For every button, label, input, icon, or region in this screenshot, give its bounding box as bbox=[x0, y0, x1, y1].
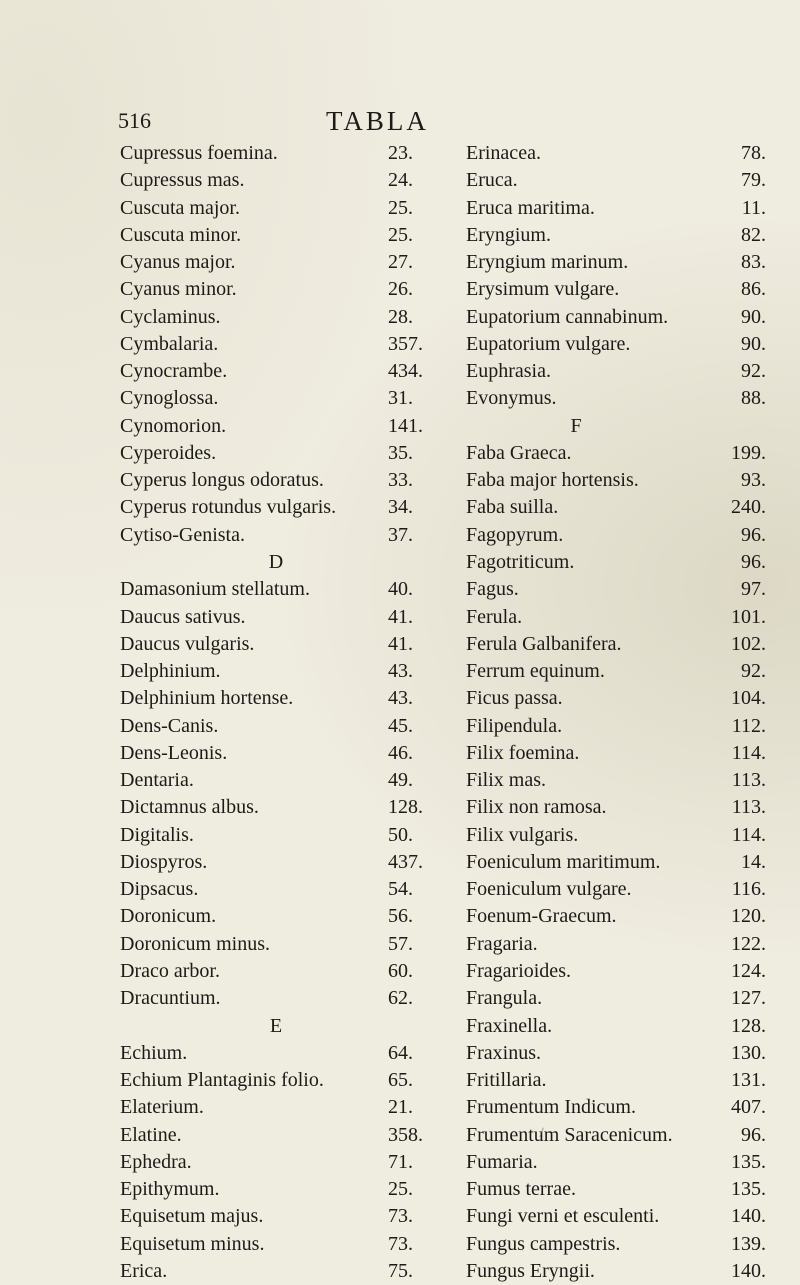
section-letter bbox=[466, 413, 766, 440]
index-entry bbox=[466, 1176, 766, 1203]
entry-page-number: 96. bbox=[741, 523, 766, 546]
entry-page-number: 41. bbox=[388, 632, 413, 655]
index-entry bbox=[466, 876, 766, 903]
entry-page-number: 141. bbox=[388, 414, 423, 437]
index-entry bbox=[120, 658, 438, 685]
index-entry bbox=[466, 631, 766, 658]
entry-page-number: 113. bbox=[731, 769, 766, 792]
index-entry bbox=[120, 604, 438, 631]
index-column-right bbox=[466, 140, 766, 1285]
index-entry bbox=[466, 767, 766, 794]
entry-page-number: 135. bbox=[731, 1178, 766, 1201]
index-entry bbox=[466, 1231, 766, 1258]
entry-page-number: 60. bbox=[388, 959, 413, 982]
entry-name: Elaterium. bbox=[120, 1096, 204, 1119]
entry-page-number: 135. bbox=[731, 1150, 766, 1173]
entry-name: Digitalis. bbox=[120, 823, 194, 846]
index-entry bbox=[466, 1149, 766, 1176]
entry-page-number: 37. bbox=[388, 523, 413, 546]
entry-page-number: 14. bbox=[741, 850, 766, 873]
index-entry bbox=[120, 522, 438, 549]
index-entry bbox=[120, 440, 438, 467]
entry-name: Fragarioides. bbox=[466, 959, 571, 982]
index-entry bbox=[466, 385, 766, 412]
index-entry bbox=[120, 713, 438, 740]
index-entry bbox=[466, 222, 766, 249]
entry-name: Fragaria. bbox=[466, 932, 538, 955]
entry-name: Frumentum Saracenicum. bbox=[466, 1123, 673, 1146]
entry-name: Daucus sativus. bbox=[120, 605, 246, 628]
entry-name: Epithymum. bbox=[120, 1178, 220, 1201]
entry-name: Echium. bbox=[120, 1041, 188, 1064]
entry-name: Ferula Galbanifera. bbox=[466, 632, 622, 655]
index-entry bbox=[120, 903, 438, 930]
entry-name: Euphrasia. bbox=[466, 360, 551, 383]
index-entry bbox=[120, 331, 438, 358]
entry-name: Foeniculum vulgare. bbox=[466, 878, 632, 901]
index-entry bbox=[466, 276, 766, 303]
entry-name: Draco arbor. bbox=[120, 959, 220, 982]
entry-page-number: 25. bbox=[388, 1178, 413, 1201]
entry-name: Faba Graeca. bbox=[466, 441, 572, 464]
entry-name: Echium Plantaginis folio. bbox=[120, 1069, 324, 1092]
index-entry bbox=[120, 1176, 438, 1203]
index-entry bbox=[466, 331, 766, 358]
entry-name: Dictamnus albus. bbox=[120, 796, 259, 819]
entry-page-number: 92. bbox=[741, 660, 766, 683]
entry-name: Erysimum vulgare. bbox=[466, 278, 620, 301]
entry-page-number: 21. bbox=[388, 1096, 413, 1119]
entry-page-number: 34. bbox=[388, 496, 413, 519]
entry-page-number: 86. bbox=[741, 278, 766, 301]
entry-name: Eryngium. bbox=[466, 223, 551, 246]
index-entry bbox=[466, 685, 766, 712]
index-entry bbox=[466, 658, 766, 685]
section-letter-label: D bbox=[268, 550, 284, 573]
entry-name: Delphinium hortense. bbox=[120, 687, 294, 710]
entry-page-number: 46. bbox=[388, 741, 413, 764]
entry-page-number: 11. bbox=[741, 196, 766, 219]
entry-page-number: 104. bbox=[731, 687, 766, 710]
entry-page-number: 43. bbox=[388, 660, 413, 683]
entry-page-number: 57. bbox=[388, 932, 413, 955]
entry-page-number: 62. bbox=[388, 987, 413, 1010]
entry-page-number: 120. bbox=[731, 905, 766, 928]
entry-name: Dipsacus. bbox=[120, 878, 199, 901]
index-entry bbox=[466, 140, 766, 167]
entry-name: Filix vulgaris. bbox=[466, 823, 579, 846]
entry-name: Elatine. bbox=[120, 1123, 182, 1146]
entry-page-number: 75. bbox=[388, 1259, 413, 1282]
index-entry bbox=[120, 849, 438, 876]
index-entry bbox=[466, 304, 766, 331]
entry-page-number: 93. bbox=[741, 469, 766, 492]
entry-name: Fumaria. bbox=[466, 1150, 538, 1173]
index-entry bbox=[466, 1013, 766, 1040]
entry-page-number: 65. bbox=[388, 1069, 413, 1092]
entry-page-number: 131. bbox=[731, 1069, 766, 1092]
index-entry bbox=[466, 604, 766, 631]
section-letter-label: F bbox=[570, 414, 582, 437]
entry-page-number: 25. bbox=[388, 196, 413, 219]
entry-page-number: 71. bbox=[388, 1150, 413, 1173]
index-entry bbox=[120, 1094, 438, 1121]
entry-name: Doronicum. bbox=[120, 905, 217, 928]
entry-page-number: 78. bbox=[741, 142, 766, 164]
index-entry bbox=[120, 385, 438, 412]
entry-name: Fritillaria. bbox=[466, 1069, 547, 1092]
index-entry bbox=[120, 576, 438, 603]
index-entry bbox=[466, 985, 766, 1012]
index-entry bbox=[466, 1122, 766, 1149]
index-entry bbox=[466, 713, 766, 740]
entry-page-number: 88. bbox=[741, 387, 766, 410]
entry-page-number: 434. bbox=[388, 360, 423, 383]
entry-name: Filix mas. bbox=[466, 769, 547, 792]
entry-page-number: 102. bbox=[731, 632, 766, 655]
index-entry bbox=[120, 822, 438, 849]
section-letter-label: E bbox=[269, 1014, 283, 1037]
index-entry bbox=[466, 849, 766, 876]
index-entry bbox=[466, 822, 766, 849]
entry-page-number: 240. bbox=[731, 496, 766, 519]
index-entry bbox=[120, 931, 438, 958]
entry-page-number: 28. bbox=[388, 305, 413, 328]
index-entry bbox=[120, 767, 438, 794]
entry-name: Cyanus major. bbox=[120, 251, 236, 274]
index-entry bbox=[120, 1258, 438, 1285]
index-entry bbox=[120, 494, 438, 521]
index-entry bbox=[120, 304, 438, 331]
index-entry bbox=[120, 195, 438, 222]
entry-name: Fungus campestris. bbox=[466, 1232, 621, 1255]
entry-page-number: 79. bbox=[741, 169, 766, 192]
index-entry bbox=[120, 167, 438, 194]
entry-page-number: 64. bbox=[388, 1041, 413, 1064]
entry-name: Cuscuta major. bbox=[120, 196, 240, 219]
entry-name: Frangula. bbox=[466, 987, 543, 1010]
entry-page-number: 127. bbox=[731, 987, 766, 1010]
index-entry bbox=[466, 249, 766, 276]
entry-page-number: 92. bbox=[741, 360, 766, 383]
entry-page-number: 41. bbox=[388, 605, 413, 628]
entry-name: Dentaria. bbox=[120, 769, 194, 792]
entry-name: Cuscuta minor. bbox=[120, 223, 242, 246]
entry-name: Foenum-Graecum. bbox=[466, 905, 617, 928]
entry-page-number: 54. bbox=[388, 878, 413, 901]
entry-name: Cyperus longus odoratus. bbox=[120, 469, 324, 492]
index-entry bbox=[120, 1203, 438, 1230]
index-entry bbox=[466, 1203, 766, 1230]
entry-page-number: 73. bbox=[388, 1232, 413, 1255]
entry-page-number: 50. bbox=[388, 823, 413, 846]
index-entry bbox=[466, 549, 766, 576]
entry-name: Cytiso-Genista. bbox=[120, 523, 245, 546]
entry-page-number: 25. bbox=[388, 223, 413, 246]
index-entry bbox=[466, 1094, 766, 1121]
entry-page-number: 49. bbox=[388, 769, 413, 792]
entry-name: Cyperus rotundus vulgaris. bbox=[120, 496, 337, 519]
entry-page-number: 24. bbox=[388, 169, 413, 192]
index-entry bbox=[120, 1231, 438, 1258]
entry-name: Fungus Eryngii. bbox=[466, 1259, 595, 1282]
entry-page-number: 101. bbox=[731, 605, 766, 628]
index-entry bbox=[120, 222, 438, 249]
entry-page-number: 82. bbox=[741, 223, 766, 246]
entry-page-number: 140. bbox=[731, 1205, 766, 1228]
entry-page-number: 139. bbox=[731, 1232, 766, 1255]
entry-page-number: 56. bbox=[388, 905, 413, 928]
index-entry bbox=[120, 1122, 438, 1149]
entry-name: Eryngium marinum. bbox=[466, 251, 629, 274]
entry-page-number: 27. bbox=[388, 251, 413, 274]
entry-name: Fungi verni et esculenti. bbox=[466, 1205, 660, 1228]
entry-name: Dens-Leonis. bbox=[120, 741, 228, 764]
index-entry bbox=[466, 358, 766, 385]
entry-page-number: 130. bbox=[731, 1041, 766, 1064]
entry-page-number: 140. bbox=[731, 1259, 766, 1282]
entry-name: Fagus. bbox=[466, 578, 519, 601]
index-entry bbox=[466, 740, 766, 767]
entry-page-number: 45. bbox=[388, 714, 413, 737]
entry-page-number: 122. bbox=[731, 932, 766, 955]
entry-name: Evonymus. bbox=[466, 387, 557, 410]
entry-name: Cyclaminus. bbox=[120, 305, 221, 328]
entry-name: Fraxinella. bbox=[466, 1014, 553, 1037]
entry-name: Doronicum minus. bbox=[120, 932, 270, 955]
entry-name: Cymbalaria. bbox=[120, 332, 219, 355]
entry-name: Eruca. bbox=[466, 169, 518, 192]
entry-name: Delphinium. bbox=[120, 660, 221, 683]
entry-page-number: 114. bbox=[731, 823, 766, 846]
entry-name: Dens-Canis. bbox=[120, 714, 219, 737]
entry-name: Filix non ramosa. bbox=[466, 796, 607, 819]
index-entry bbox=[120, 276, 438, 303]
entry-name: Fumus terrae. bbox=[466, 1178, 576, 1201]
entry-name: Cynomorion. bbox=[120, 414, 227, 437]
entry-name: Diospyros. bbox=[120, 850, 208, 873]
entry-name: Ephedra. bbox=[120, 1150, 192, 1173]
entry-name: Erinacea. bbox=[466, 142, 541, 164]
index-column-left bbox=[120, 140, 438, 1285]
entry-page-number: 357. bbox=[388, 332, 423, 355]
entry-name: Cupressus mas. bbox=[120, 169, 245, 192]
index-entry bbox=[120, 249, 438, 276]
index-entry bbox=[466, 576, 766, 603]
entry-name: Fraxinus. bbox=[466, 1041, 541, 1064]
index-entry bbox=[120, 685, 438, 712]
entry-page-number: 43. bbox=[388, 687, 413, 710]
section-letter bbox=[120, 1013, 438, 1040]
entry-name: Cynoglossa. bbox=[120, 387, 219, 410]
index-entry bbox=[466, 1258, 766, 1285]
entry-name: Ficus passa. bbox=[466, 687, 563, 710]
entry-page-number: 33. bbox=[388, 469, 413, 492]
entry-name: Eruca maritima. bbox=[466, 196, 595, 219]
entry-name: Cupressus foemina. bbox=[120, 142, 278, 164]
index-entry bbox=[120, 413, 438, 440]
index-entry bbox=[120, 467, 438, 494]
section-letter bbox=[120, 549, 438, 576]
entry-name: Filix foemina. bbox=[466, 741, 580, 764]
entry-name: Equisetum minus. bbox=[120, 1232, 265, 1255]
page-title: TABLA bbox=[326, 106, 429, 136]
entry-name: Foeniculum maritimum. bbox=[466, 850, 661, 873]
index-entry bbox=[120, 1149, 438, 1176]
entry-page-number: 114. bbox=[731, 741, 766, 764]
entry-name: Frumentum Indicum. bbox=[466, 1096, 636, 1119]
index-entry bbox=[120, 985, 438, 1012]
entry-page-number: 26. bbox=[388, 278, 413, 301]
entry-page-number: 23. bbox=[388, 142, 413, 164]
entry-page-number: 96. bbox=[741, 550, 766, 573]
entry-name: Fagopyrum. bbox=[466, 523, 564, 546]
index-entry bbox=[120, 740, 438, 767]
index-entry bbox=[466, 1040, 766, 1067]
index-entry bbox=[466, 1067, 766, 1094]
index-entry bbox=[466, 467, 766, 494]
index-entry bbox=[466, 494, 766, 521]
entry-page-number: 128. bbox=[388, 796, 423, 819]
entry-name: Ferula. bbox=[466, 605, 523, 628]
entry-page-number: 358. bbox=[388, 1123, 423, 1146]
entry-page-number: 40. bbox=[388, 578, 413, 601]
entry-name: Daucus vulgaris. bbox=[120, 632, 255, 655]
entry-name: Erica. bbox=[120, 1259, 168, 1282]
entry-name: Fagotriticum. bbox=[466, 550, 575, 573]
entry-page-number: 96. bbox=[741, 1123, 766, 1146]
entry-name: Eupatorium vulgare. bbox=[466, 332, 631, 355]
entry-name: Cynocrambe. bbox=[120, 360, 228, 383]
index-entry bbox=[466, 794, 766, 821]
entry-name: Faba major hortensis. bbox=[466, 469, 639, 492]
entry-name: Damasonium stellatum. bbox=[120, 578, 310, 601]
index-entry bbox=[120, 1040, 438, 1067]
entry-name: Eupatorium cannabinum. bbox=[466, 305, 669, 328]
entry-page-number: 437. bbox=[388, 850, 423, 873]
entry-page-number: 97. bbox=[741, 578, 766, 601]
index-entry bbox=[120, 876, 438, 903]
entry-name: Equisetum majus. bbox=[120, 1205, 264, 1228]
index-entry bbox=[466, 522, 766, 549]
entry-page-number: 90. bbox=[741, 332, 766, 355]
entry-page-number: 128. bbox=[731, 1014, 766, 1037]
entry-page-number: 199. bbox=[731, 441, 766, 464]
entry-page-number: 90. bbox=[741, 305, 766, 328]
entry-page-number: 116. bbox=[731, 878, 766, 901]
entry-page-number: 31. bbox=[388, 387, 413, 410]
index-entry bbox=[120, 958, 438, 985]
entry-name: Cyanus minor. bbox=[120, 278, 237, 301]
page-number: 516 bbox=[118, 108, 151, 133]
index-entry bbox=[120, 794, 438, 821]
index-entry bbox=[466, 167, 766, 194]
entry-name: Faba suilla. bbox=[466, 496, 559, 519]
entry-page-number: 124. bbox=[731, 959, 766, 982]
entry-page-number: 73. bbox=[388, 1205, 413, 1228]
index-entry bbox=[466, 903, 766, 930]
entry-name: Dracuntium. bbox=[120, 987, 221, 1010]
entry-page-number: 83. bbox=[741, 251, 766, 274]
entry-name: Cyperoides. bbox=[120, 441, 217, 464]
index-entry bbox=[466, 931, 766, 958]
entry-name: Filipendula. bbox=[466, 714, 563, 737]
entry-page-number: 35. bbox=[388, 441, 413, 464]
entry-page-number: 113. bbox=[731, 796, 766, 819]
entry-name: Ferrum equinum. bbox=[466, 660, 605, 683]
index-entry bbox=[120, 631, 438, 658]
index-entry bbox=[466, 195, 766, 222]
index-entry bbox=[466, 440, 766, 467]
entry-page-number: 407. bbox=[731, 1096, 766, 1119]
index-entry bbox=[120, 140, 438, 167]
index-entry bbox=[466, 958, 766, 985]
index-entry bbox=[120, 1067, 438, 1094]
index-entry bbox=[120, 358, 438, 385]
entry-page-number: 112. bbox=[731, 714, 766, 737]
